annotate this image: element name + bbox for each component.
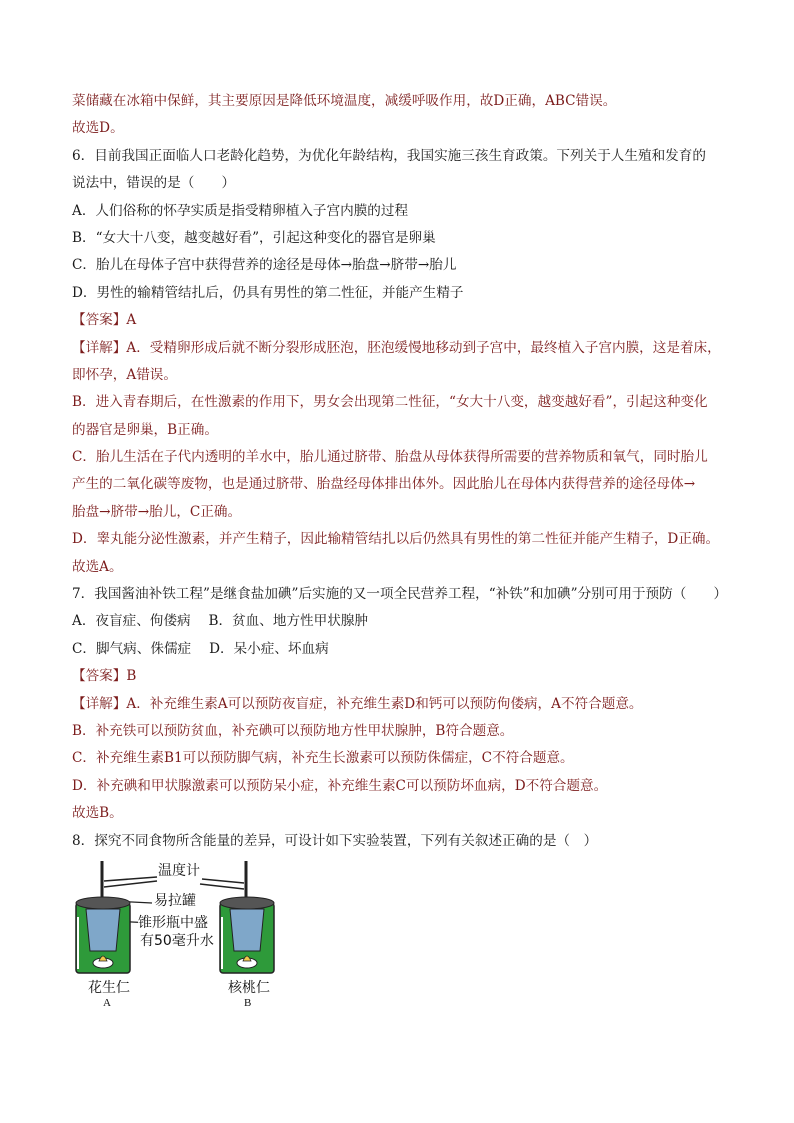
section-tag: 【答案】 [72, 668, 127, 685]
text-line [72, 691, 732, 718]
text-line [72, 335, 732, 362]
text-line [72, 636, 732, 663]
caption-peanut: 花生仁 [88, 979, 130, 996]
section-tag: 【答案】 [72, 312, 127, 329]
line-text: B [126, 668, 137, 685]
line-text: A [126, 312, 137, 329]
text-line [72, 499, 732, 526]
text-line [72, 663, 732, 690]
text-line [72, 745, 732, 772]
line-text: 故选D。 [72, 120, 124, 137]
line-text: A．补充维生素A可以预防夜盲症，补充维生素D和钙可以预防佝偻病，A不符合题意。 [126, 695, 643, 712]
experiment-figure [72, 859, 732, 1019]
can-label: 易拉罐 [154, 892, 196, 909]
line-text: 菜储藏在冰箱中保鲜，其主要原因是降低环境温度，减缓呼吸作用，故D正确，ABC错误。 [72, 93, 617, 109]
text-line [72, 554, 732, 581]
text-line [72, 444, 732, 471]
document-page [72, 88, 732, 1019]
line-text: D．男性的输精管结扎后，仍具有男性的第二性征，并能产生精子 [72, 284, 464, 301]
line-text: 7．我国酱油补铁工程”是继食盐加碘”后实施的又一项全民营养工程，“补铁”和加碘”分别可用于预防（ ） [72, 586, 728, 603]
line-text: 的器官是卵巢，B正确。 [72, 421, 218, 438]
flask-label-line-1: 锥形瓶中盛 [138, 914, 208, 931]
text-line [72, 608, 732, 635]
flask-label-line-2: 有50毫升水 [140, 932, 214, 949]
text-line [72, 362, 732, 389]
thermometer-label: 温度计 [158, 862, 200, 879]
can-a-icon [76, 897, 130, 973]
text-line [72, 225, 732, 252]
section-tag: 【详解】 [72, 339, 127, 356]
text-line [72, 718, 732, 745]
line-text: 说法中，错误的是（ ） [72, 175, 236, 192]
line-text: 8．探究不同食物所含能量的差异，可设计如下实验装置，下列有关叙述正确的是（ ） [72, 832, 598, 849]
line-text: D．睾丸能分泌性激素，并产生精子，因此输精管结扎以后仍然具有男性的第二性征并能产生精子，D正确。 [72, 531, 720, 548]
line-text: A．夜盲症、佝偻病 B．贫血、地方性甲状腺肿 [72, 613, 369, 630]
text-line [72, 417, 732, 444]
text-line [72, 170, 732, 197]
line-text: 产生的二氧化碳等废物，也是通过脐带、胎盘经母体排出体外。因此胎儿在母体内获得营养的途径母体→ [72, 476, 696, 493]
line-text: 故选A。 [72, 558, 123, 575]
line-text: C．胎儿生活在子代内透明的羊水中，胎儿通过脐带、胎盘从母体获得所需要的营养物质和氧气，同时胎儿 [72, 449, 708, 466]
line-text: A．受精卵形成后就不断分裂形成胚泡，胚泡缓慢地移动到子宫中，最终植入子宫内膜，这是着床， [126, 339, 721, 356]
line-text: B．“女大十八变，越变越好看”，引起这种变化的器官是卵巢 [72, 229, 436, 246]
text-line [72, 115, 732, 142]
text-line [72, 773, 732, 800]
text-line [72, 307, 732, 334]
text-line [72, 526, 732, 553]
section-tag: 【详解】 [72, 695, 127, 712]
line-text: 6．目前我国正面临人口老龄化趋势，为优化年龄结构，我国实施三孩生育政策。下列关于人生殖和发育的 [72, 147, 706, 164]
text-line [72, 143, 732, 170]
text-body [72, 88, 732, 855]
line-text: D．补充碘和甲状腺激素可以预防呆小症，补充维生素C可以预防坏血病，D不符合题意。 [72, 777, 608, 794]
caption-walnut: 核桃仁 [228, 979, 270, 996]
text-line [72, 828, 732, 855]
text-line [72, 198, 732, 225]
line-text: B．补充铁可以预防贫血，补充碘可以预防地方性甲状腺肿，B符合题意。 [72, 722, 514, 739]
text-line [72, 471, 732, 498]
text-line [72, 88, 732, 115]
text-line [72, 252, 732, 279]
line-text: A．人们俗称的怀孕实质是指受精卵植入子宫内膜的过程 [72, 202, 409, 219]
line-text: 即怀孕，A错误。 [72, 366, 177, 383]
can-b-icon [220, 897, 274, 973]
line-text: C．胎儿在母体子宫中获得营养的途径是母体→胎盘→脐带→胎儿 [72, 257, 457, 274]
line-text: C．补充维生素B1可以预防脚气病，补充生长激素可以预防侏儒症，C不符合题意。 [72, 750, 574, 767]
text-line [72, 389, 732, 416]
text-line [72, 280, 732, 307]
line-text: C．脚气病、侏儒症 D．呆小症、坏血病 [72, 640, 329, 657]
caption-a-letter: A [103, 996, 111, 1009]
text-line [72, 800, 732, 827]
text-line [72, 581, 732, 608]
line-text: B．进入青春期后，在性激素的作用下，男女会出现第二性征，“女大十八变，越变越好看”，引起这种变化 [72, 394, 708, 411]
line-text: 胎盘→脐带→胎儿，C正确。 [72, 503, 242, 520]
line-text: 故选B。 [72, 805, 123, 822]
caption-b-letter: B [244, 996, 252, 1009]
